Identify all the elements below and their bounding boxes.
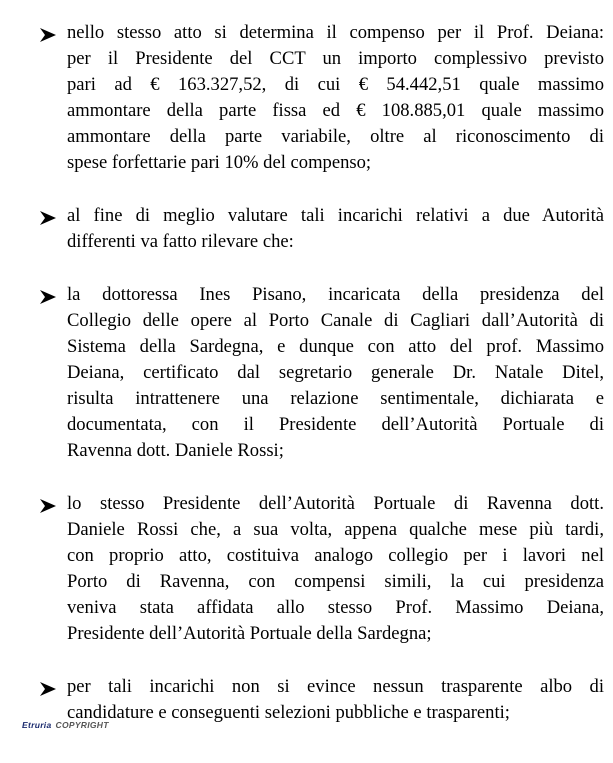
arrow-bullet-icon — [40, 290, 56, 304]
watermark-label: COPYRIGHT — [55, 720, 109, 730]
text-line: lo stesso Presidente dell’Autorità Portuale di Ravenna dott. — [67, 493, 604, 514]
text-line: documentata, con il Presidente dell’Autorità Portuale di — [67, 414, 604, 435]
bullet-item-text — [67, 203, 604, 255]
text-line: veniva stata affidata allo stesso Prof. Massimo Deiana, — [67, 597, 604, 618]
text-line: differenti va fatto rilevare che: — [67, 231, 294, 252]
text-line: la dottoressa Ines Pisano, incaricata della presidenza del — [67, 284, 604, 305]
text-line: spese forfettarie pari 10% del compenso; — [67, 152, 372, 173]
text-line: ammontare della parte variabile, oltre al riconoscimento di — [67, 126, 604, 147]
text-line: Daniele Rossi che, a sua volta, appena qualche mese più tardi, — [67, 519, 604, 540]
arrow-bullet-icon — [40, 28, 56, 42]
text-line: Collegio delle opere al Porto Canale di Cagliari dall’Autorità di — [67, 310, 604, 331]
arrow-bullet-icon — [40, 211, 56, 225]
bullet-item-text — [67, 282, 604, 464]
watermark-brand: Etruria — [22, 720, 52, 730]
text-line: risulta intrattenere una relazione sentimentale, dichiarata e — [67, 388, 604, 409]
copyright-watermark — [22, 720, 109, 730]
text-line: ammontare della parte fissa ed € 108.885,01 quale massimo — [67, 100, 604, 121]
text-line: Ravenna dott. Daniele Rossi; — [67, 440, 284, 461]
text-line: Sistema della Sardegna, e dunque con atto del prof. Massimo — [67, 336, 604, 357]
bullet-item-text — [67, 674, 604, 726]
text-line: pari ad € 163.327,52, di cui € 54.442,51 quale massimo — [67, 74, 604, 95]
text-line: Porto di Ravenna, con compensi simili, la cui presidenza — [67, 571, 604, 592]
text-line: con proprio atto, costituiva analogo collegio per i lavori nel — [67, 545, 604, 566]
arrow-bullet-icon — [40, 499, 56, 513]
text-line: al fine di meglio valutare tali incarichi relativi a due Autorità — [67, 205, 604, 226]
bullet-item-text — [67, 20, 604, 176]
text-line: nello stesso atto si determina il compenso per il Prof. Deiana: — [67, 22, 604, 43]
text-line: Presidente dell’Autorità Portuale della Sardegna; — [67, 623, 432, 644]
arrow-bullet-icon — [40, 682, 56, 696]
text-line: candidature e conseguenti selezioni pubbliche e trasparenti; — [67, 702, 510, 723]
text-line: Deiana, certificato dal segretario generale Dr. Natale Ditel, — [67, 362, 604, 383]
text-line: per tali incarichi non si evince nessun trasparente albo di — [67, 676, 604, 697]
text-line: per il Presidente del CCT un importo complessivo previsto — [67, 48, 604, 69]
bullet-item-text — [67, 491, 604, 647]
